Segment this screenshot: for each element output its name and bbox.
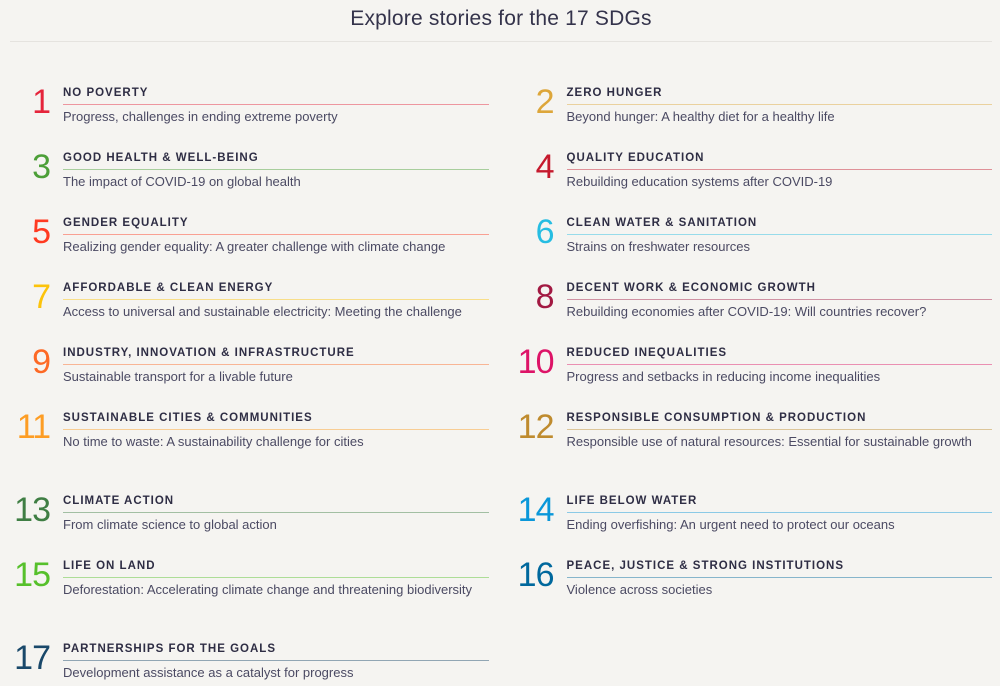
sdg-description: Progress and setbacks in reducing income inequalities <box>566 369 881 384</box>
sdg-number: 3 <box>32 148 50 186</box>
sdg-description: Realizing gender equality: A greater challenge with climate change <box>63 239 446 254</box>
sdg-item-content <box>63 642 489 681</box>
sdg-title: NO POVERTY <box>63 87 489 105</box>
sdg-item-content <box>567 216 993 255</box>
sdg-item-content <box>63 216 489 255</box>
sdg-item-17[interactable] <box>10 639 489 681</box>
sdg-title: GENDER EQUALITY <box>63 217 489 235</box>
sdg-item-content <box>567 346 993 385</box>
sdg-description: The impact of COVID-19 on global health <box>63 174 301 189</box>
sdg-title: CLIMATE ACTION <box>63 495 489 513</box>
sdg-number: 1 <box>32 83 50 121</box>
sdg-item-content <box>567 86 993 125</box>
sdg-item-15[interactable] <box>10 556 489 598</box>
sdg-title: PARTNERSHIPS FOR THE GOALS <box>63 643 489 661</box>
sdg-description: Rebuilding education systems after COVID-19 <box>566 174 833 189</box>
sdg-number: 2 <box>535 83 554 121</box>
sdg-item-11[interactable] <box>10 408 489 450</box>
sdg-description: Beyond hunger: A healthy diet for a healthy life <box>566 109 835 124</box>
page-title: Explore stories for the 17 SDGs <box>350 7 652 30</box>
sdg-column-left <box>10 83 489 686</box>
sdg-item-content <box>567 559 993 598</box>
sdg-description: Rebuilding economies after COVID-19: Will countries recover? <box>566 304 927 319</box>
sdg-number: 17 <box>14 639 50 677</box>
sdg-title: DECENT WORK & ECONOMIC GROWTH <box>567 282 993 300</box>
sdg-number: 14 <box>517 491 554 529</box>
sdg-item-content <box>567 411 993 450</box>
sdg-title: LIFE ON LAND <box>63 560 489 578</box>
sdg-item-9[interactable] <box>10 343 489 385</box>
sdg-number: 13 <box>14 491 50 529</box>
sdg-description: Ending overfishing: An urgent need to protect our oceans <box>566 517 895 532</box>
sdg-item-content <box>567 494 993 533</box>
sdg-number: 12 <box>517 408 554 446</box>
sdg-item-12[interactable] <box>514 408 993 450</box>
sdg-description: Sustainable transport for a livable future <box>63 369 293 384</box>
sdg-item-3[interactable] <box>10 148 489 190</box>
sdg-description: Development assistance as a catalyst for progress <box>63 665 354 680</box>
sdg-description: Access to universal and sustainable electricity: Meeting the challenge <box>63 304 462 319</box>
sdg-title: CLEAN WATER & SANITATION <box>567 217 993 235</box>
sdg-item-16[interactable] <box>514 556 993 598</box>
sdg-item-10[interactable] <box>514 343 993 385</box>
sdg-number: 6 <box>535 213 554 251</box>
sdg-number: 15 <box>14 556 50 594</box>
sdg-number: 4 <box>535 148 554 186</box>
sdg-description: Deforestation: Accelerating climate change and threatening biodiversity <box>63 582 473 597</box>
sdg-number: 9 <box>32 343 50 381</box>
sdg-description: No time to waste: A sustainability challenge for cities <box>63 434 364 449</box>
sdg-item-6[interactable] <box>514 213 993 255</box>
sdg-item-content <box>63 346 489 385</box>
sdg-title: RESPONSIBLE CONSUMPTION & PRODUCTION <box>567 412 993 430</box>
sdg-number: 10 <box>517 343 554 381</box>
sdg-item-1[interactable] <box>10 83 489 125</box>
sdg-description: Violence across societies <box>566 582 713 597</box>
sdg-item-4[interactable] <box>514 148 993 190</box>
sdg-item-14[interactable] <box>514 491 993 533</box>
sdg-number: 11 <box>16 408 50 446</box>
sdg-title: QUALITY EDUCATION <box>567 152 993 170</box>
sdg-number: 8 <box>535 278 554 316</box>
sdg-item-content <box>567 151 993 190</box>
sdg-title: LIFE BELOW WATER <box>567 495 993 513</box>
sdg-item-content <box>567 281 993 320</box>
sdg-title: SUSTAINABLE CITIES & COMMUNITIES <box>63 412 489 430</box>
sdg-number: 5 <box>32 213 50 251</box>
sdg-title: ZERO HUNGER <box>567 87 993 105</box>
sdg-description: Progress, challenges in ending extreme poverty <box>63 109 338 124</box>
sdg-title: GOOD HEALTH & WELL-BEING <box>63 152 489 170</box>
sdg-item-content <box>63 86 489 125</box>
sdg-item-13[interactable] <box>10 491 489 533</box>
sdg-number: 7 <box>32 278 50 316</box>
sdg-item-content <box>63 281 489 320</box>
sdg-title: AFFORDABLE & CLEAN ENERGY <box>63 282 489 300</box>
sdg-title: INDUSTRY, INNOVATION & INFRASTRUCTURE <box>63 347 489 365</box>
sdg-description: From climate science to global action <box>63 517 277 532</box>
sdg-item-content <box>63 411 489 450</box>
sdg-description: Strains on freshwater resources <box>566 239 751 254</box>
sdg-column-right <box>514 83 993 686</box>
sdg-item-content <box>63 151 489 190</box>
page-header <box>10 0 992 42</box>
sdg-description: Responsible use of natural resources: Essential for sustainable growth <box>566 434 972 449</box>
sdg-item-content <box>63 494 489 533</box>
sdg-list <box>10 83 992 686</box>
sdg-item-7[interactable] <box>10 278 489 320</box>
sdg-item-5[interactable] <box>10 213 489 255</box>
sdg-item-2[interactable] <box>514 83 993 125</box>
sdg-item-content <box>63 559 489 598</box>
sdg-title: PEACE, JUSTICE & STRONG INSTITUTIONS <box>567 560 993 578</box>
sdg-number: 16 <box>517 556 554 594</box>
sdg-item-8[interactable] <box>514 278 993 320</box>
sdg-title: REDUCED INEQUALITIES <box>567 347 993 365</box>
